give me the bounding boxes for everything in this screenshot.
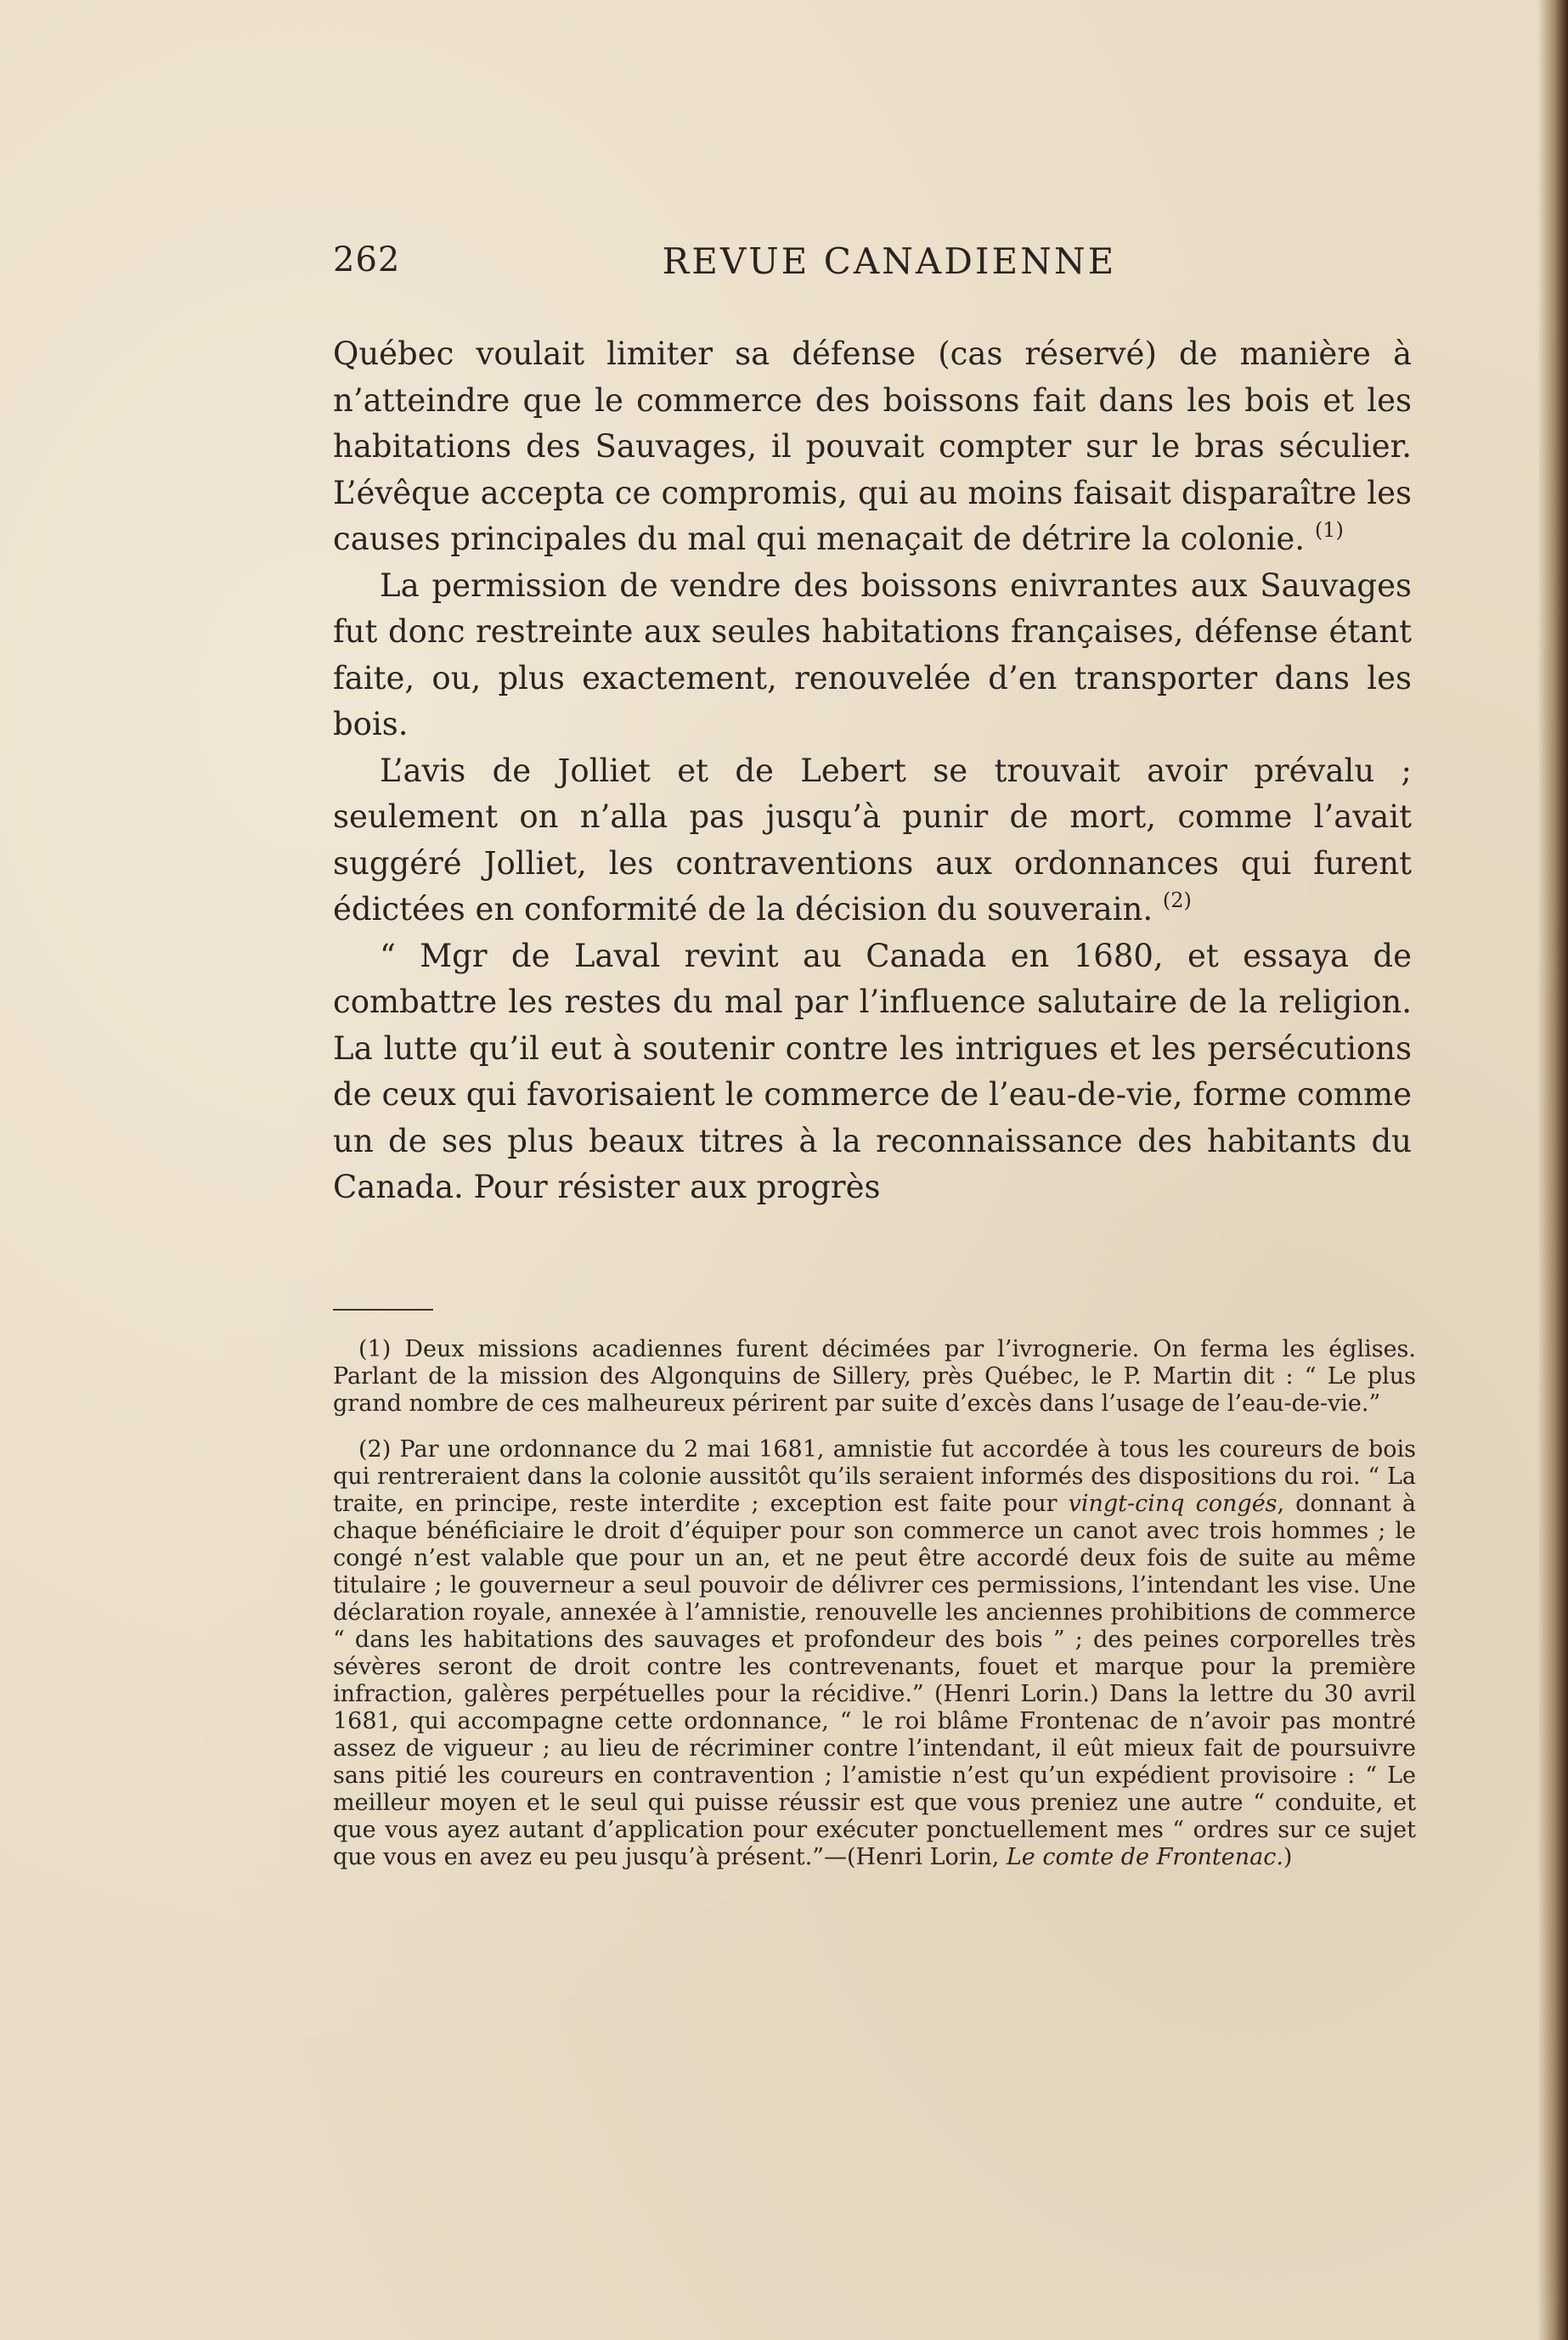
paragraph-text: L’avis de Jolliet et de Lebert se trouvait avoir prévalu ; seulement on n’alla pas jusqu’à punir de mort, comme l’avait suggéré Jolliet, les contraventions aux ordonnances qui furent édictées en conformité de la décision du souverain. (333, 752, 1412, 928)
paragraph (333, 933, 1412, 1211)
body-text (333, 331, 1412, 1211)
footnote-2 (333, 1436, 1416, 1871)
page-header (333, 240, 1446, 291)
paragraph-text: La permission de vendre des boissons enivrantes aux Sauvages fut donc restreinte aux seules habitations françaises, défense étant faite, ou, plus exactement, renouvelée d’en transporter dans les bois. (333, 567, 1412, 742)
paragraph (333, 331, 1412, 563)
footnote-ref: (1) (1314, 517, 1344, 542)
paragraph-text: “ Mgr de Laval revint au Canada en 1680, et essaya de combattre les restes du mal par l’influence salutaire de la religion. La lutte qu’il eut à soutenir contre les intrigues et les persécutions de ceux qui favorisaient le commerce de l’eau-de-vie, forme comme un de ses plus beaux titres à la reconnaissance des habitants du Canada. Pour résister aux progrès (333, 937, 1412, 1205)
footnote-italic: vingt-cinq congés (1068, 1491, 1278, 1517)
footnote-1 (333, 1336, 1416, 1418)
footnote-ref: (2) (1162, 888, 1192, 912)
paragraph-text: Québec voulait limiter sa défense (cas réservé) de manière à n’atteindre que le commerce des boissons fait dans les bois et les habitations des Sauvages, il pouvait compter sur le bras séculier. L’évêque accepta ce compromis, qui au moins faisait disparaître les causes principales du mal qui menaçait de détrire la colonie. (333, 335, 1412, 557)
paragraph (333, 563, 1412, 748)
footnote-divider (333, 1309, 433, 1311)
footnotes (333, 1336, 1416, 1871)
page-edge-shadow (1537, 0, 1568, 2340)
footnote-text: (1) Deux missions acadiennes furent décimées par l’ivrognerie. On ferma les églises. Parlant de la mission des Algonquins de Sillery, près Québec, le P. Martin dit : “ Le plus grand nombre de ces malheureux périrent par suite d’excès dans l’usage de l’eau-de-vie.” (333, 1336, 1416, 1417)
footnote-text: , donnant à chaque bénéficiaire le droit d’équiper pour son commerce un canot avec trois hommes ; le congé n’est valable que pour un an, et ne peut être accordé deux fois de suite au même titulaire ; le gouverneur a seul pouvoir de délivrer ces permissions, l’intendant les vise. Une déclaration royale, annexée à l’amnistie, renouvelle les anciennes prohibitions de commerce “ dans les habitations des sauvages et profondeur des bois ” ; des peines corporelles très sévères seront de droit contre les contrevenants, fouet et marque pour la première infraction, galères perpétuelles pour la récidive.” (Henri Lorin.) Dans la lettre du 30 avril 1681, qui accompagne cette ordonnance, “ le roi blâme Frontenac de n’avoir pas montré assez de vigueur ; au lieu de récriminer contre l’intendant, il eût mieux fait de poursuivre sans pitié les coureurs en contravention ; l’amistie n’est qu’un expédient provisoire : “ Le meilleur moyen et le seul qui puisse réussir est que vous preniez une autre “ conduite, et que vous ayez autant d’application pour exécuter ponctuellement mes “ ordres sur ce sujet que vous en avez eu peu jusqu’à présent.”—(Henri Lorin, (333, 1491, 1416, 1870)
running-title: REVUE CANADIENNE (662, 240, 1117, 282)
footnote-italic: Le comte de Frontenac. (1006, 1844, 1283, 1870)
footnote-text: ) (1283, 1844, 1293, 1870)
page-number: 262 (333, 240, 401, 279)
footnote-text: (2) Par une ordonnance du 2 mai 1681, amnistie fut accordée à tous les coureurs de bois qui rentreraient dans la colonie aussitôt qu’ils seraient informés des dispositions du roi. “ La traite, en principe, reste interdite ; exception est faite pour (333, 1436, 1416, 1517)
paragraph (333, 748, 1412, 933)
